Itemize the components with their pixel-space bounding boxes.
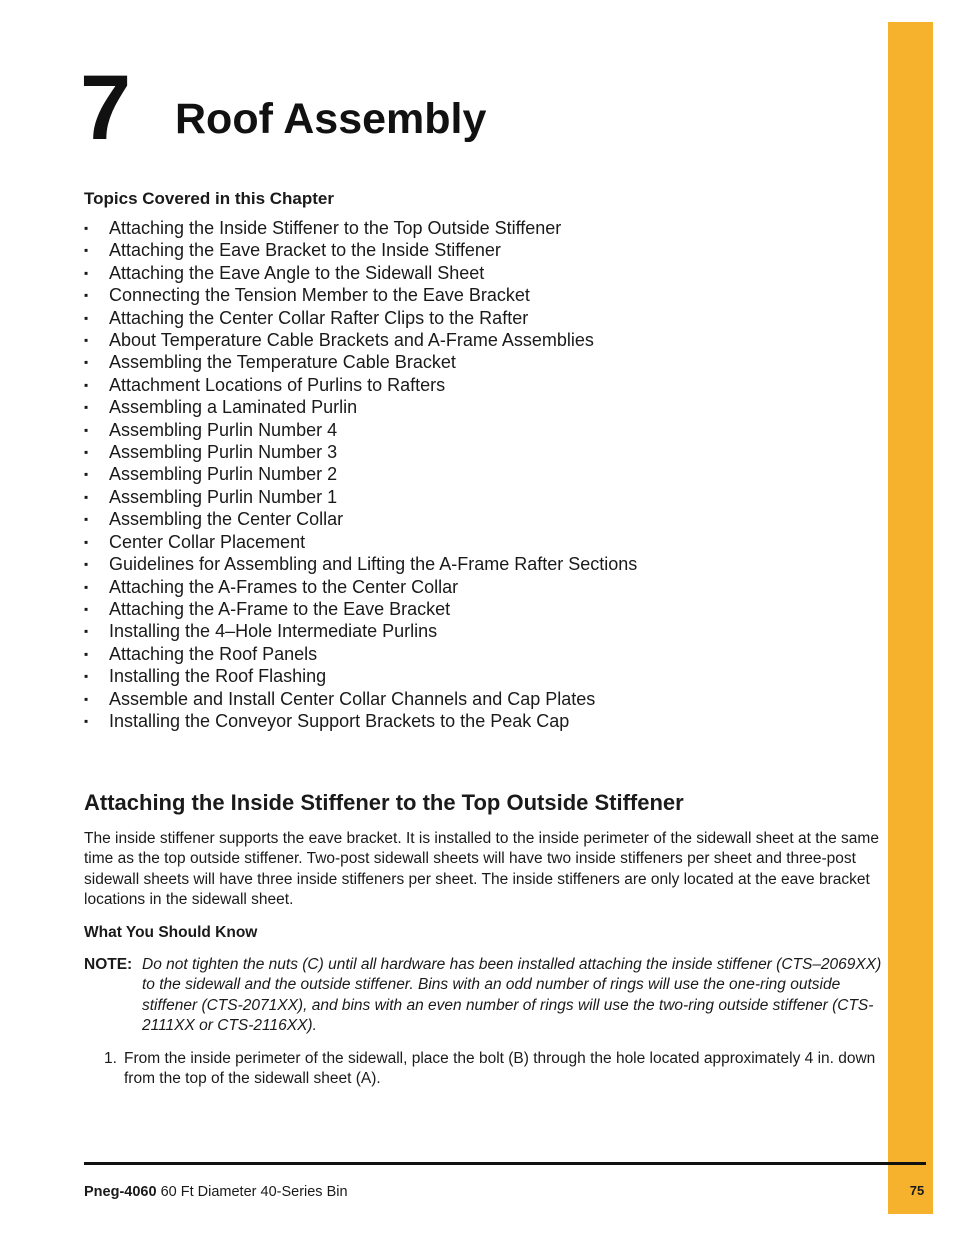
topic-list-item: ▪ Attachment Locations of Purlins to Rafters (84, 374, 637, 396)
topic-list-item: ▪ Attaching the A-Frame to the Eave Bracket (84, 598, 637, 620)
topics-list (84, 217, 637, 732)
chapter-side-tab (888, 22, 933, 1214)
footer-doc-id: Pneg-4060 (84, 1184, 157, 1200)
chapter-number: 7 (80, 57, 132, 159)
step-text: From the inside perimeter of the sidewall, place the bolt (B) through the hole located approximately 4 in. down from the top of the sidewall sheet (A). (124, 1050, 876, 1088)
topic-list-item: ▪ Assembling Purlin Number 1 (84, 486, 637, 508)
topic-list-item: ▪ Assembling a Laminated Purlin (84, 396, 637, 418)
topic-list-item: ▪ Installing the 4–Hole Intermediate Purlins (84, 620, 637, 642)
topic-list-item: ▪ Attaching the A-Frames to the Center Collar (84, 576, 637, 598)
topic-list-item: ▪ Attaching the Eave Bracket to the Inside Stiffener (84, 239, 637, 261)
topic-list-item: ▪ Assembling Purlin Number 3 (84, 441, 637, 463)
topic-list-item: ▪ Assembling Purlin Number 4 (84, 419, 637, 441)
footer-divider (84, 1162, 926, 1165)
topic-list-item: ▪ Installing the Conveyor Support Brackets to the Peak Cap (84, 710, 637, 732)
topics-heading: Topics Covered in this Chapter (84, 189, 335, 208)
page-number: 75 (909, 1183, 925, 1198)
footer-doc-info (84, 1183, 348, 1201)
step-number: 1. (104, 1050, 117, 1067)
footer-doc-title: 60 Ft Diameter 40-Series Bin (160, 1184, 348, 1200)
topic-list-item: ▪ Attaching the Roof Panels (84, 643, 637, 665)
step-item (104, 1049, 884, 1090)
topic-list-item: ▪ Assembling the Center Collar (84, 508, 637, 530)
section-title: Attaching the Inside Stiffener to the Top Outside Stiffener (84, 790, 684, 815)
topic-list-item: ▪ Guidelines for Assembling and Lifting the A-Frame Rafter Sections (84, 553, 637, 575)
topic-list-item: ▪ Attaching the Inside Stiffener to the Top Outside Stiffener (84, 217, 637, 239)
topic-list-item: ▪ Attaching the Eave Angle to the Sidewall Sheet (84, 262, 637, 284)
note-text: Do not tighten the nuts (C) until all hardware has been installed attaching the inside stiffener (CTS–2069XX) to the sidewall and the outside stiffener. Bins with an odd number of rings will use the one-ring outside stiffener (CTS-2071XX), and bins with an even number of rings will use the two-ring outside stiffener (CTS-2111XX or CTS-2116XX). (142, 956, 882, 1034)
topic-list-item: ▪ Assembling the Temperature Cable Bracket (84, 351, 637, 373)
what-you-should-know-heading: What You Should Know (84, 924, 258, 941)
note-label: NOTE: (84, 956, 133, 973)
topic-list-item: ▪ Attaching the Center Collar Rafter Clips to the Rafter (84, 307, 637, 329)
topic-list-item: ▪ Assembling Purlin Number 2 (84, 463, 637, 485)
topic-list-item: ▪ About Temperature Cable Brackets and A-Frame Assemblies (84, 329, 637, 351)
topic-list-item: ▪ Center Collar Placement (84, 531, 637, 553)
topic-list-item: ▪ Installing the Roof Flashing (84, 665, 637, 687)
topic-list-item: ▪ Assemble and Install Center Collar Channels and Cap Plates (84, 688, 637, 710)
section-paragraph: The inside stiffener supports the eave bracket. It is installed to the inside perimeter of the sidewall sheet at the same time as the top outside stiffener. Two-post sidewall sheets will have two inside stiffeners per sheet and three-post sidewall sheets will have three inside stiffeners per sheet. The inside stiffeners are only located at the eave bracket locations in the sidewall sheet. (84, 830, 879, 908)
chapter-title: Roof Assembly (175, 95, 487, 143)
note-block (84, 955, 884, 1036)
topic-list-item: ▪ Connecting the Tension Member to the Eave Bracket (84, 284, 637, 306)
